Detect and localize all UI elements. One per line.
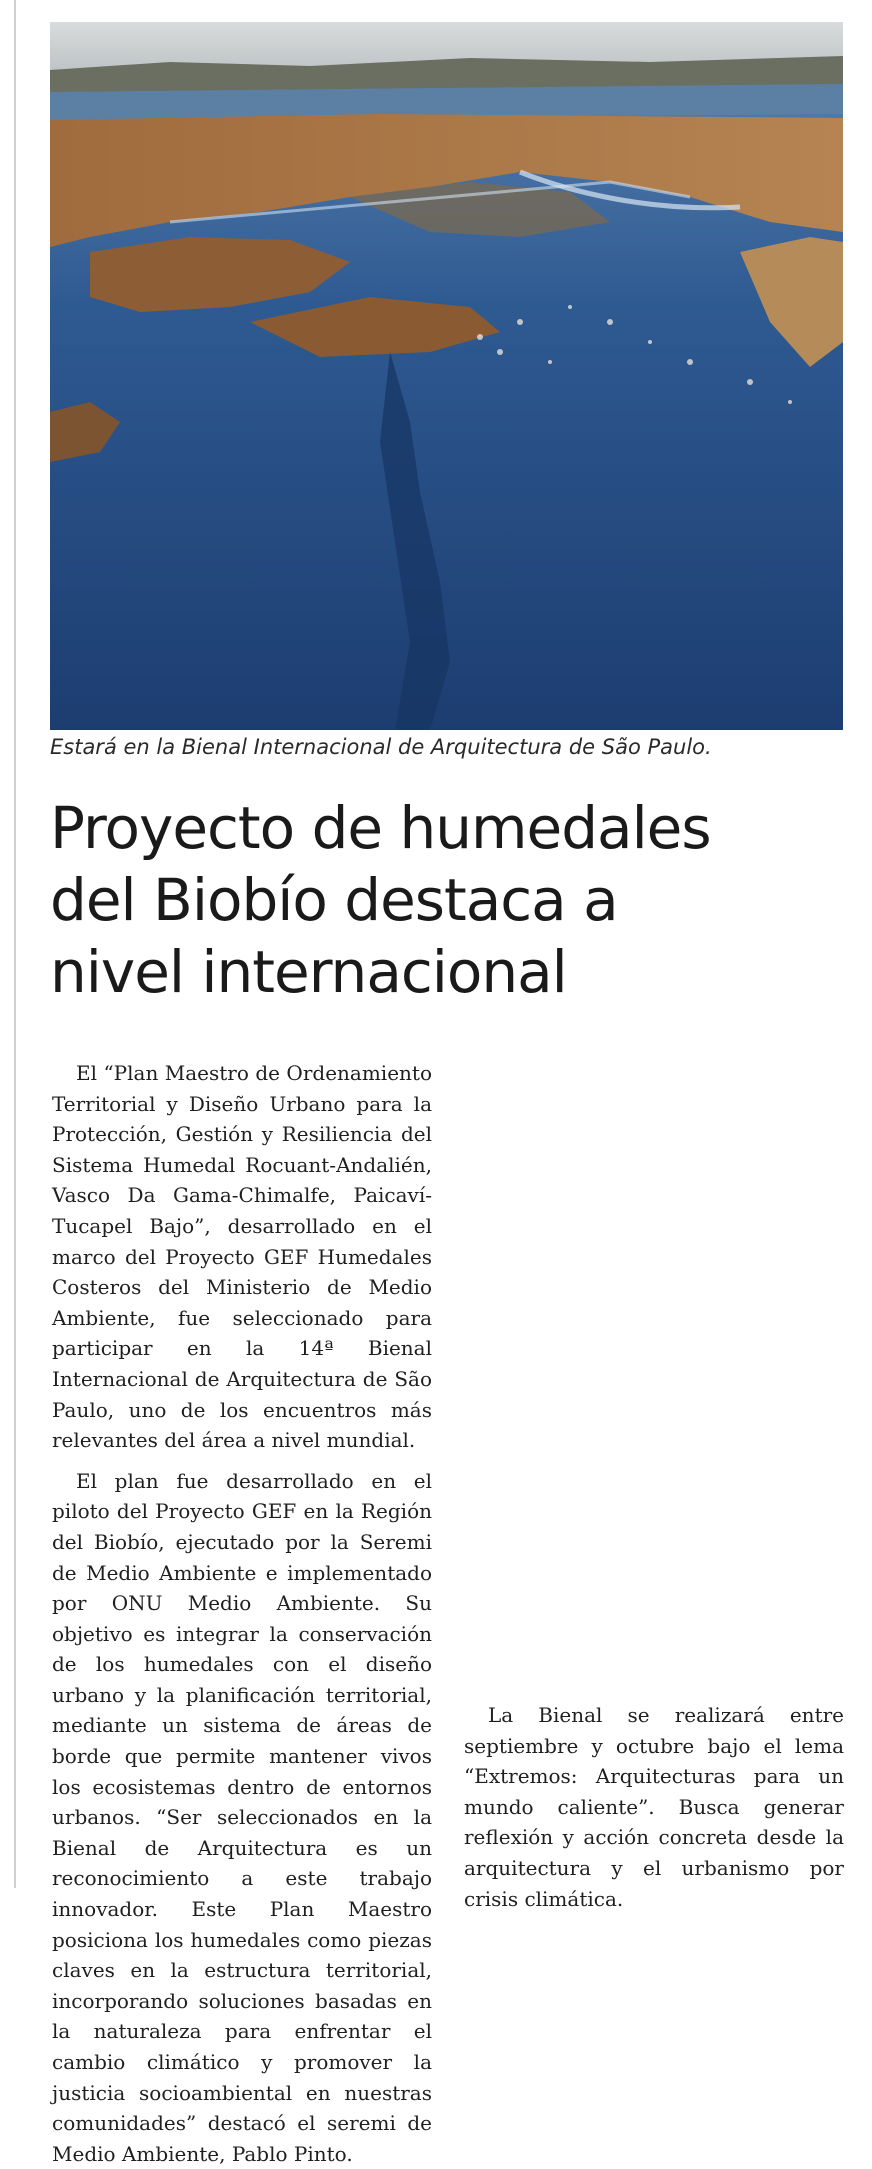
headline-line-3: nivel internacional: [50, 938, 567, 1006]
photo-caption: Estará en la Bienal Internacional de Arquitectura de São Paulo.: [50, 735, 712, 759]
article-column-right: [464, 1058, 844, 1914]
paragraph-2: El plan fue desarrollado en el piloto del Proyecto GEF en la Región del Biobío, ejecutado por la Seremi de Medio Ambiente e implementado por ONU Medio Ambiente. Su objetivo es integrar la conservación de los humedales con el diseño urbano y la planificación territorial, mediante un sistema de áreas de borde que permite mantener vivos los ecosistemas dentro de entornos urbanos. “Ser seleccionados en la Bienal de Arquitectura es un reconocimiento a este trabajo innovador. Este Plan Maestro posiciona los humedales como piezas claves en la estructura territorial, incorporando soluciones basadas en la naturaleza para enfrentar el cambio climático y promover la justicia socioambiental en nuestras comunidades” destacó el seremi de Medio Ambiente, Pablo Pinto.: [52, 1468, 432, 2166]
page-margin-rule: [14, 0, 16, 1888]
headline-line-2: del Biobío destaca a: [50, 866, 618, 934]
article-photo: [50, 22, 843, 730]
article-column-left: [52, 1058, 432, 2166]
paragraph-3: La Bienal se realizará entre septiembre y octubre bajo el lema “Extremos: Arquitecturas para un mundo caliente”. Busca generar reflexión y acción concreta desde la arquitectura y el urbanismo por crisis climática.: [464, 1703, 844, 1911]
headline-line-1: Proyecto de humedales: [50, 794, 711, 862]
wetland-aerial-photo-icon: [50, 22, 843, 730]
paragraph-1: El “Plan Maestro de Ordenamiento Territorial y Diseño Urbano para la Protección, Gestión y Resiliencia del Sistema Humedal Rocuant-Andalién, Vasco Da Gama-Chimalfe, Paicaví-Tucapel Bajo”, desarrollado en el marco del Proyecto GEF Humedales Costeros del Ministerio de Medio Ambiente, fue seleccionado para participar en la 14ª Bienal Internacional de Arquitectura de São Paulo, uno de los encuentros más relevantes del área a nivel mundial.: [52, 1061, 432, 1453]
article-headline: [50, 792, 850, 1008]
